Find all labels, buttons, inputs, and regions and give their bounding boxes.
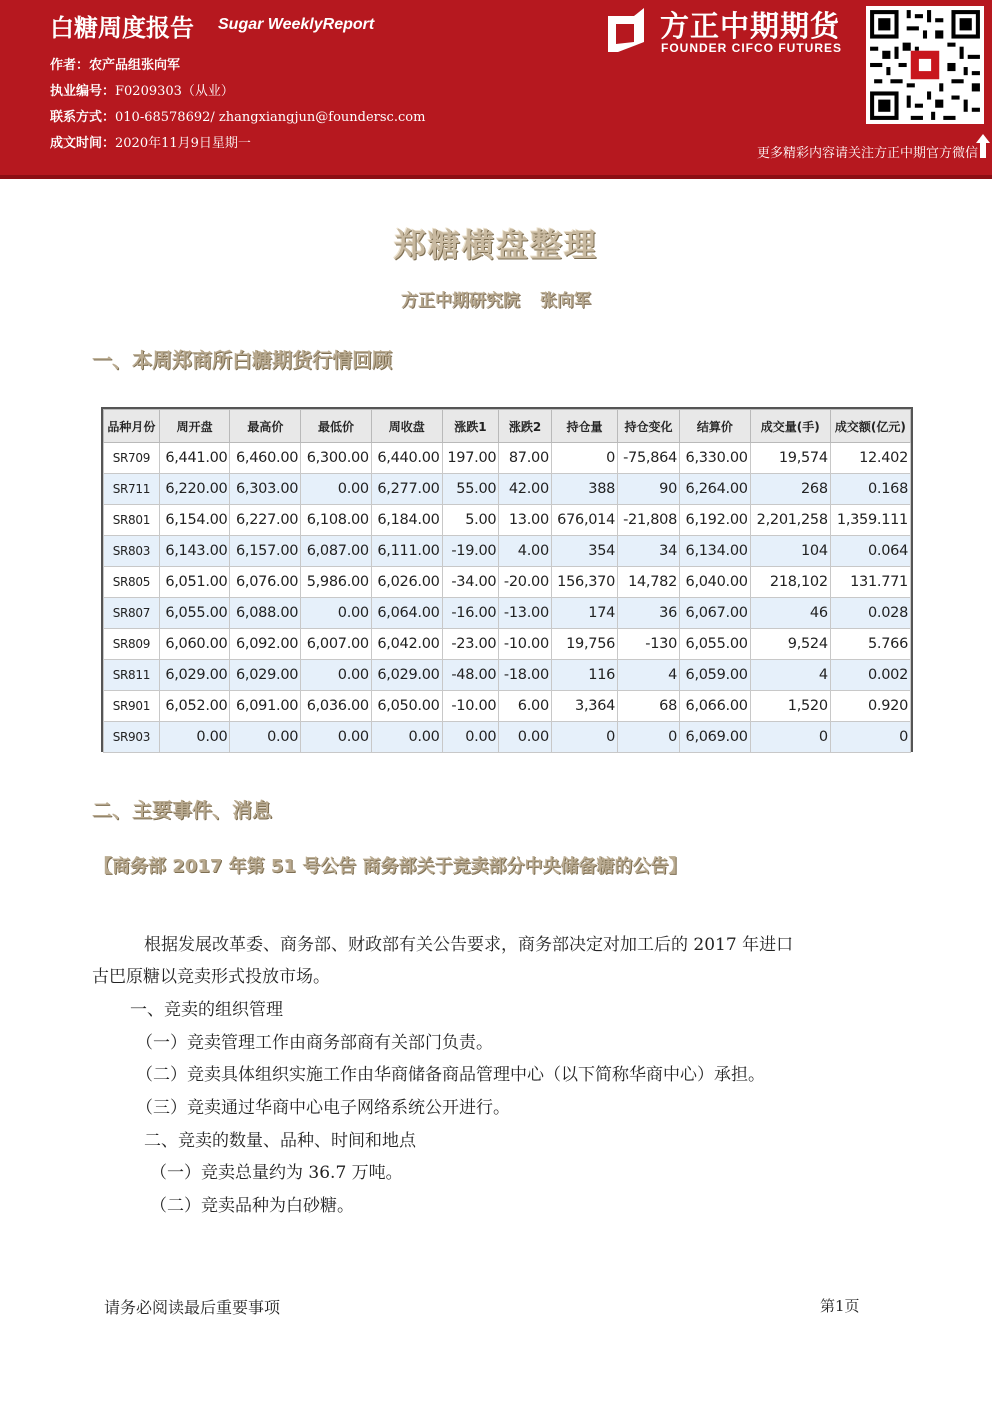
table-cell: 0.00 — [371, 722, 442, 753]
report-title: 白糖周度报告 — [50, 14, 194, 42]
table-cell: 0.00 — [499, 722, 552, 753]
license-value: F0209303（从业） — [115, 84, 234, 99]
column-header: 周收盘 — [371, 410, 442, 443]
column-header: 成交额(亿元) — [830, 410, 910, 443]
column-header: 最低价 — [301, 410, 372, 443]
company-name-cn: 方正中期期货 — [660, 9, 841, 43]
table-cell: 1,359.111 — [830, 505, 910, 536]
table-cell: 6,460.00 — [230, 443, 301, 474]
table-cell: 0.00 — [301, 474, 372, 505]
section2-heading: 二、主要事件、消息 — [92, 798, 272, 822]
table-cell: 12.402 — [830, 443, 910, 474]
report-header — [0, 0, 992, 158]
table-cell: 6,029.00 — [230, 660, 301, 691]
table-cell: 268 — [750, 474, 830, 505]
table-cell: 6,066.00 — [680, 691, 751, 722]
table-cell: 0 — [551, 443, 617, 474]
table-cell: 0.00 — [442, 722, 499, 753]
page-number: 第1页 — [820, 1297, 860, 1315]
table-cell: 156,370 — [551, 567, 617, 598]
column-header: 涨跌2 — [499, 410, 552, 443]
table-cell: -13.00 — [499, 598, 552, 629]
author-line — [50, 54, 180, 73]
table-cell: 0 — [750, 722, 830, 753]
table-cell: -130 — [618, 629, 680, 660]
table-cell: 0 — [618, 722, 680, 753]
contract-code-cell: SR801 — [104, 505, 160, 536]
table-cell: 6,029.00 — [371, 660, 442, 691]
table-cell: 5,986.00 — [301, 567, 372, 598]
table-cell: 6,076.00 — [230, 567, 301, 598]
table-row — [104, 598, 911, 629]
table-cell: -10.00 — [499, 629, 552, 660]
table-cell: 9,524 — [750, 629, 830, 660]
table-cell: 42.00 — [499, 474, 552, 505]
table-cell: 6,134.00 — [680, 536, 751, 567]
table-cell: 0.00 — [301, 722, 372, 753]
footer-disclaimer: 请务必阅读最后重要事项 — [104, 1298, 281, 1317]
table-cell: 0.002 — [830, 660, 910, 691]
table-cell: 6,055.00 — [159, 598, 230, 629]
license-line — [50, 80, 234, 99]
table-cell: 13.00 — [499, 505, 552, 536]
wechat-qr-code-icon[interactable] — [866, 6, 984, 124]
table-row — [104, 629, 911, 660]
table-cell: 6,154.00 — [159, 505, 230, 536]
table-cell: 388 — [551, 474, 617, 505]
table-cell: 0.920 — [830, 691, 910, 722]
institute-name: 方正中期研究院 — [401, 291, 521, 311]
column-header: 持仓变化 — [618, 410, 680, 443]
header-divider — [0, 175, 992, 179]
table-cell: 6.00 — [499, 691, 552, 722]
table-cell: 4.00 — [499, 536, 552, 567]
table-cell: 6,091.00 — [230, 691, 301, 722]
table-cell: 6,055.00 — [680, 629, 751, 660]
table-cell: 6,303.00 — [230, 474, 301, 505]
table-cell: 6,300.00 — [301, 443, 372, 474]
table-row — [104, 443, 911, 474]
contract-code-cell: SR711 — [104, 474, 160, 505]
column-header: 成交量(手) — [750, 410, 830, 443]
notice-item-2-1: （一）竞卖总量约为 36.7 万吨。 — [150, 1163, 403, 1183]
table-cell: 6,220.00 — [159, 474, 230, 505]
table-cell: 6,069.00 — [680, 722, 751, 753]
table-cell: 4 — [750, 660, 830, 691]
date-value: 2020年11月9日星期一 — [115, 136, 251, 151]
table-cell: 6,060.00 — [159, 629, 230, 660]
table-cell: 6,067.00 — [680, 598, 751, 629]
column-header: 最高价 — [230, 410, 301, 443]
table-cell: 0 — [551, 722, 617, 753]
table-cell: 19,574 — [750, 443, 830, 474]
company-name-en: FOUNDER CIFCO FUTURES — [661, 41, 842, 55]
contact-line — [50, 106, 425, 125]
table-cell: 0.028 — [830, 598, 910, 629]
table-cell: 0.168 — [830, 474, 910, 505]
contact-value: 010-68578692/ zhangxiangjun@foundersc.com — [115, 110, 426, 125]
table-row — [104, 722, 911, 753]
table-cell: 6,192.00 — [680, 505, 751, 536]
table-cell: 2,201,258 — [750, 505, 830, 536]
table-row — [104, 536, 911, 567]
table-cell: 6,026.00 — [371, 567, 442, 598]
table-cell: 6,050.00 — [371, 691, 442, 722]
date-label: 成文时间： — [50, 136, 116, 151]
table-cell: 197.00 — [442, 443, 499, 474]
table-cell: 46 — [750, 598, 830, 629]
table-cell: 6,029.00 — [159, 660, 230, 691]
notice-item-2: 二、竞卖的数量、品种、时间和地点 — [144, 1131, 416, 1151]
table-cell: 6,040.00 — [680, 567, 751, 598]
notice-paragraph-line2: 古巴原糖以竞卖形式投放市场。 — [92, 967, 330, 987]
table-cell: 34 — [618, 536, 680, 567]
section1-heading: 一、本周郑商所白糖期货行情回顾 — [92, 348, 392, 372]
table-cell: -34.00 — [442, 567, 499, 598]
table-cell: 6,227.00 — [230, 505, 301, 536]
table-cell: 6,440.00 — [371, 443, 442, 474]
table-cell: 4 — [618, 660, 680, 691]
contract-code-cell: SR807 — [104, 598, 160, 629]
wechat-note: 更多精彩内容请关注方正中期官方微信 — [756, 146, 978, 161]
column-header: 品种月份 — [104, 410, 160, 443]
analyst-name: 张向军 — [539, 291, 591, 311]
license-label: 执业编号： — [50, 84, 116, 99]
table-cell: -21,808 — [618, 505, 680, 536]
table-cell: 6,036.00 — [301, 691, 372, 722]
table-cell: 0.064 — [830, 536, 910, 567]
table-cell: 0.00 — [301, 660, 372, 691]
contract-code-cell: SR903 — [104, 722, 160, 753]
company-logo-icon — [606, 8, 646, 52]
contract-code-cell: SR805 — [104, 567, 160, 598]
table-cell: 0.00 — [301, 598, 372, 629]
table-cell: 6,088.00 — [230, 598, 301, 629]
byline — [0, 286, 992, 311]
table-cell: 68 — [618, 691, 680, 722]
contract-code-cell: SR809 — [104, 629, 160, 660]
notice-item-1-3: （三）竞卖通过华商中心电子网络系统公开进行。 — [136, 1098, 510, 1118]
notice-item-1-1: （一）竞卖管理工作由商务部商有关部门负责。 — [136, 1033, 493, 1053]
table-cell: 6,059.00 — [680, 660, 751, 691]
table-cell: 131.771 — [830, 567, 910, 598]
table-row — [104, 474, 911, 505]
table-cell: 0.00 — [159, 722, 230, 753]
table-cell: 6,042.00 — [371, 629, 442, 660]
table-cell: 5.00 — [442, 505, 499, 536]
table-cell: 55.00 — [442, 474, 499, 505]
notice-paragraph-line1: 根据发展改革委、商务部、财政部有关公告要求，商务部决定对加工后的 2017 年进口 — [144, 935, 794, 955]
table-cell: 90 — [618, 474, 680, 505]
table-cell: -16.00 — [442, 598, 499, 629]
table-cell: 6,143.00 — [159, 536, 230, 567]
table-cell: 6,184.00 — [371, 505, 442, 536]
table-cell: 676,014 — [551, 505, 617, 536]
page-title: 郑糖横盘整理 — [393, 226, 598, 264]
table-cell: 6,157.00 — [230, 536, 301, 567]
table-cell: 0.00 — [230, 722, 301, 753]
column-header: 周开盘 — [159, 410, 230, 443]
table-cell: 6,092.00 — [230, 629, 301, 660]
table-cell: 104 — [750, 536, 830, 567]
table-cell: -23.00 — [442, 629, 499, 660]
table-cell: 6,087.00 — [301, 536, 372, 567]
table-cell: 1,520 — [750, 691, 830, 722]
table-row — [104, 567, 911, 598]
table-cell: 87.00 — [499, 443, 552, 474]
table-cell: 6,108.00 — [301, 505, 372, 536]
table-cell: -20.00 — [499, 567, 552, 598]
column-header: 结算价 — [680, 410, 751, 443]
table-cell: -18.00 — [499, 660, 552, 691]
column-header: 持仓量 — [551, 410, 617, 443]
table-cell: 6,007.00 — [301, 629, 372, 660]
table-cell: 6,051.00 — [159, 567, 230, 598]
notice-item-1-2: （二）竞卖具体组织实施工作由华商储备商品管理中心（以下简称华商中心）承担。 — [136, 1065, 765, 1085]
table-cell: 6,052.00 — [159, 691, 230, 722]
table-cell: -19.00 — [442, 536, 499, 567]
contract-code-cell: SR811 — [104, 660, 160, 691]
table-cell: 174 — [551, 598, 617, 629]
author-label: 作者： — [50, 58, 90, 73]
table-row — [104, 691, 911, 722]
table-row — [104, 505, 911, 536]
table-cell: 6,264.00 — [680, 474, 751, 505]
table-cell: 354 — [551, 536, 617, 567]
contract-code-cell: SR803 — [104, 536, 160, 567]
column-header: 涨跌1 — [442, 410, 499, 443]
table-cell: 218,102 — [750, 567, 830, 598]
date-line — [50, 132, 251, 151]
table-cell: 6,330.00 — [680, 443, 751, 474]
notice-item-2-2: （二）竞卖品种为白砂糖。 — [150, 1196, 354, 1216]
table-cell: 6,441.00 — [159, 443, 230, 474]
table-cell: 5.766 — [830, 629, 910, 660]
table-cell: 116 — [551, 660, 617, 691]
wechat-note-band — [0, 146, 992, 176]
table-cell: 36 — [618, 598, 680, 629]
contract-code-cell: SR901 — [104, 691, 160, 722]
table-cell: 14,782 — [618, 567, 680, 598]
table-cell: 6,064.00 — [371, 598, 442, 629]
report-title-en: Sugar WeeklyReport — [218, 16, 375, 33]
author-value: 农产品组张向军 — [89, 58, 181, 73]
up-arrow-icon — [976, 134, 990, 158]
contact-label: 联系方式： — [50, 110, 116, 125]
contract-code-cell: SR709 — [104, 443, 160, 474]
table-cell: 6,111.00 — [371, 536, 442, 567]
table-cell: 0 — [830, 722, 910, 753]
table-cell: 6,277.00 — [371, 474, 442, 505]
table-cell: -48.00 — [442, 660, 499, 691]
table-cell: -75,864 — [618, 443, 680, 474]
notice-item-1: 一、竞卖的组织管理 — [130, 1000, 283, 1020]
notice-title: 【商务部 2017 年第 51 号公告 商务部关于竞卖部分中央储备糖的公告】 — [94, 856, 687, 877]
table-row — [104, 660, 911, 691]
table-cell: 3,364 — [551, 691, 617, 722]
market-review-table — [101, 407, 913, 752]
table-cell: 19,756 — [551, 629, 617, 660]
table-cell: -10.00 — [442, 691, 499, 722]
table-header-row — [104, 410, 911, 443]
